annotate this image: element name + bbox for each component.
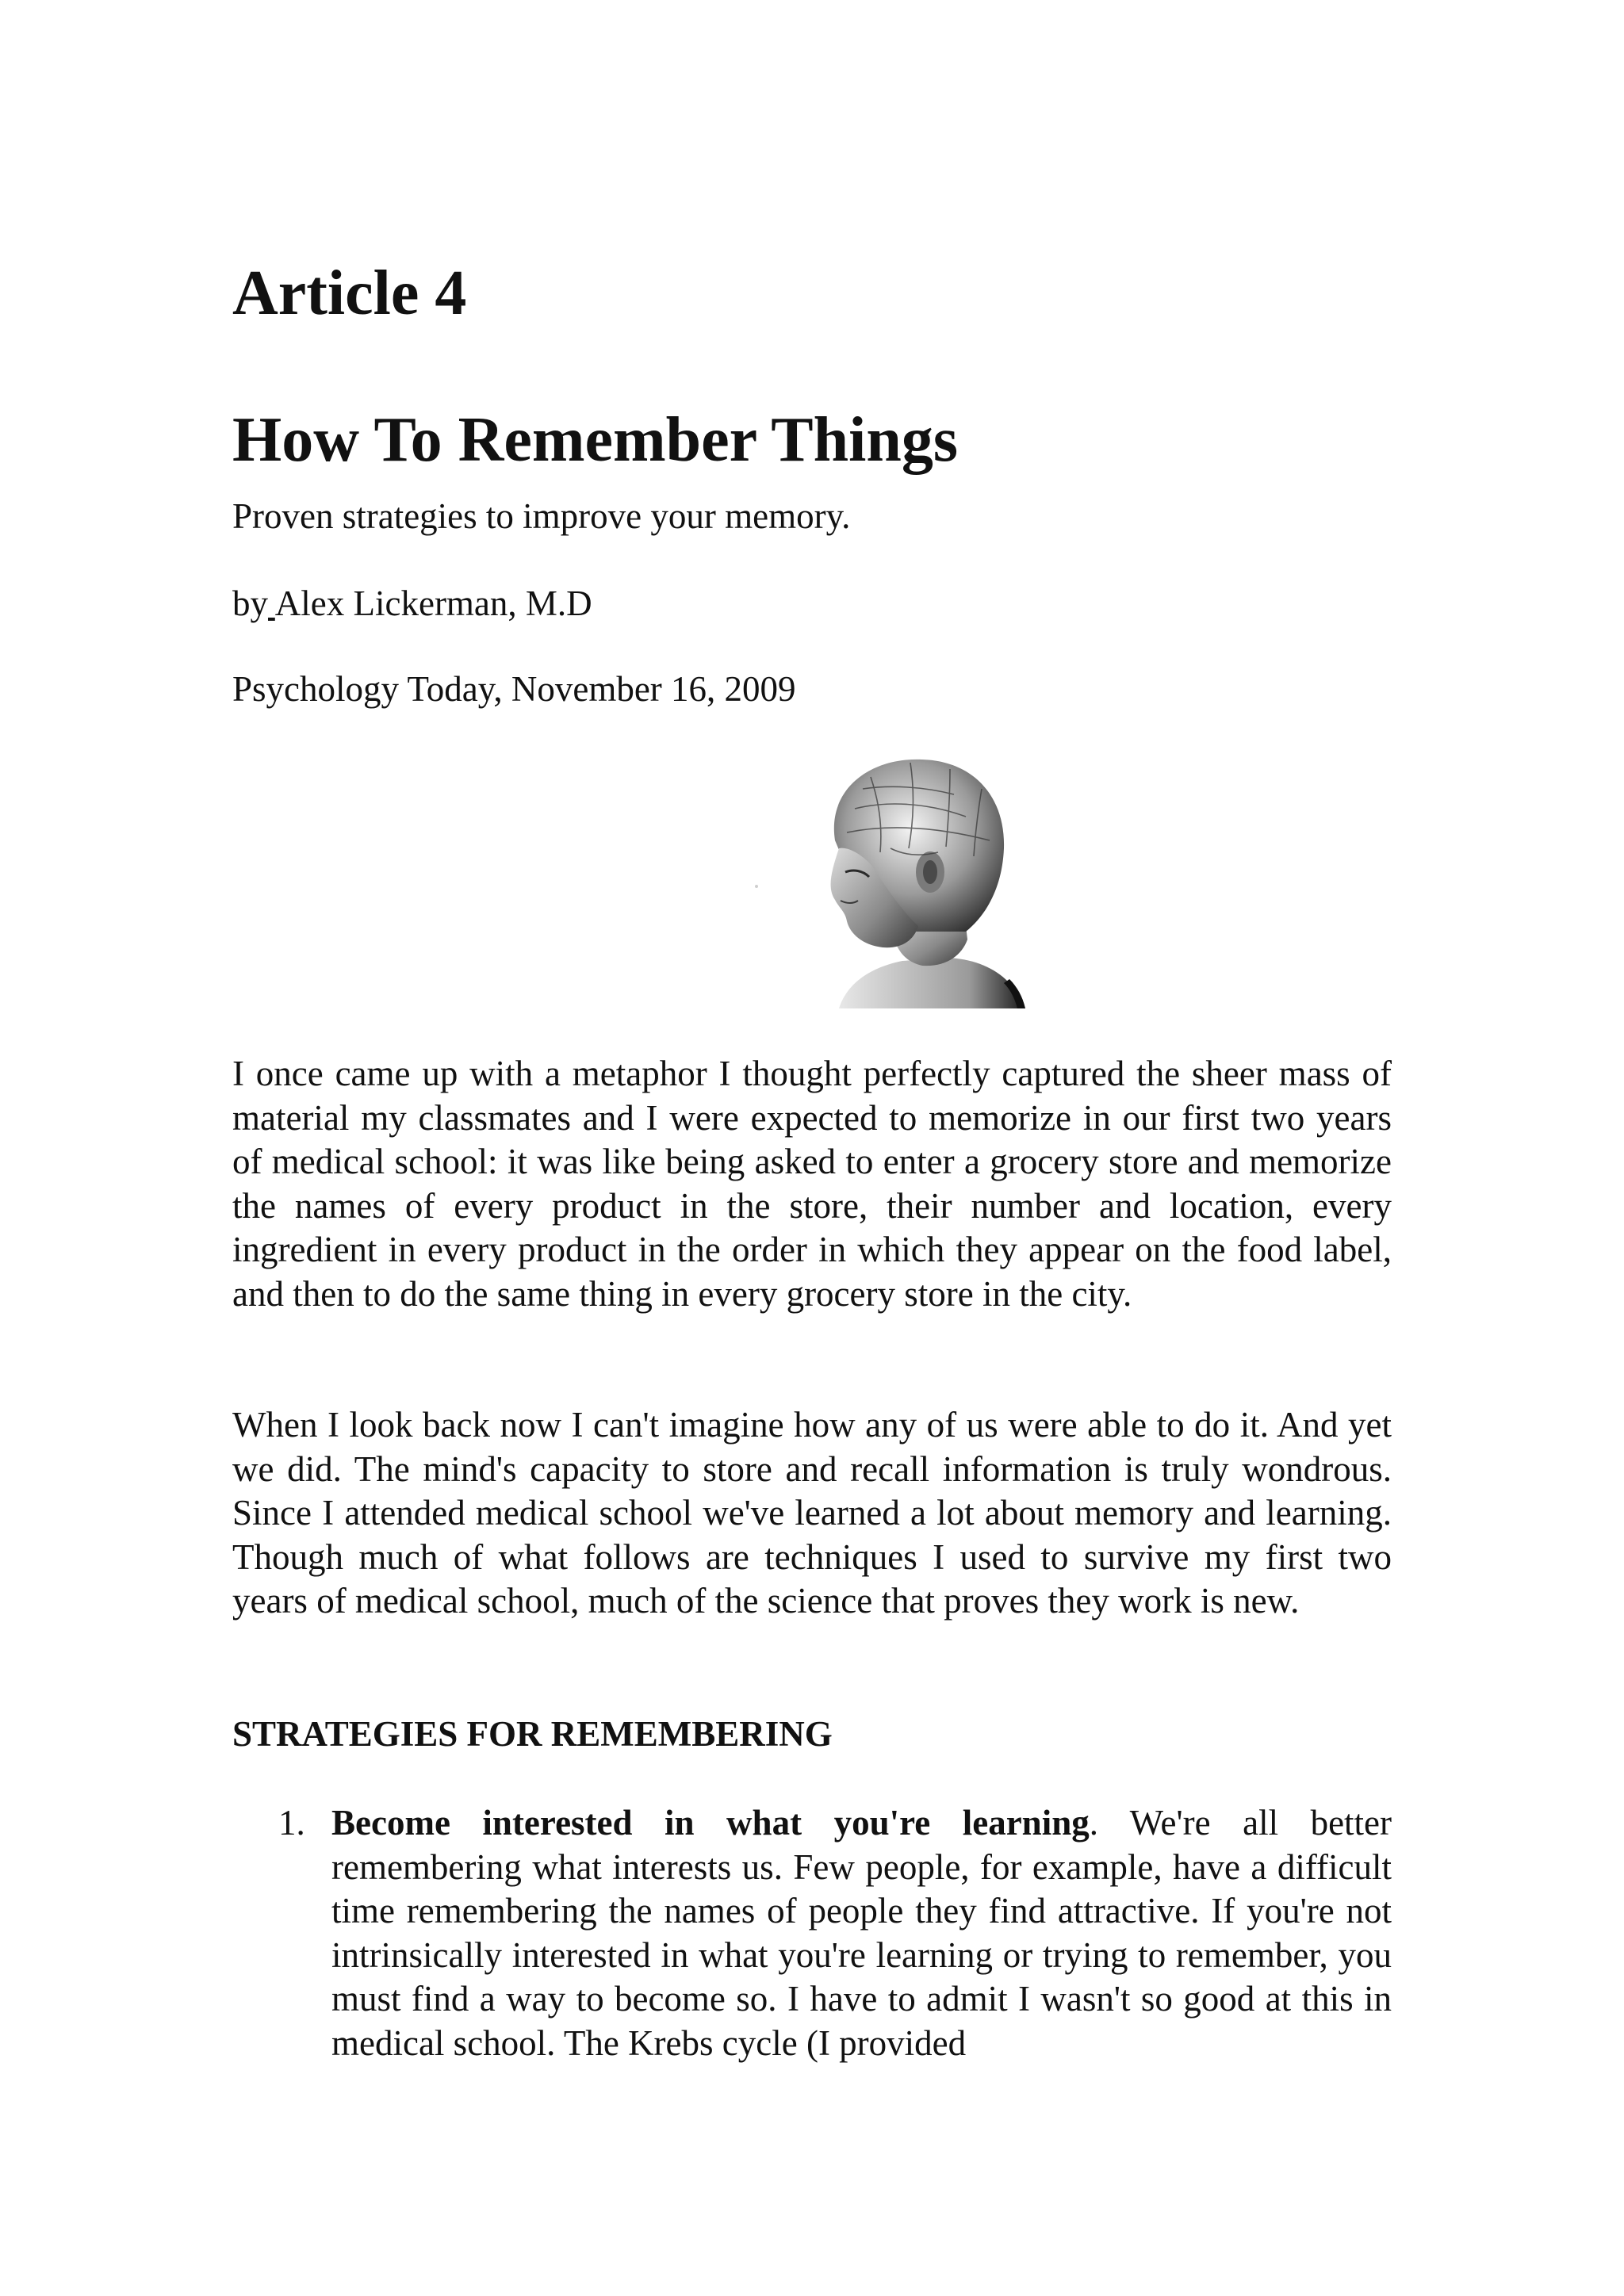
byline-prefix: by — [232, 584, 268, 623]
body-paragraph-2: When I look back now I can't imagine how any of us were able to do it. And yet we did. The mind's capacity to store and recall information is truly wondrous. Since I attended medical school we've learned a lot about memory and learning. Though much of what follows are techniques I used to survive my first two years of medical school, much of the science that proves they work is new. — [232, 1405, 1392, 1621]
list-item — [232, 1801, 1392, 2065]
byline-underscore — [268, 584, 275, 623]
body-paragraph-1: I once came up with a metaphor I thought perfectly captured the sheer mass of material my classmates and I were expected to memorize in our first two years of medical school: it was like being asked to enter a grocery store and memorize the names of every product in the store, their number and location, every ingredient in every product in the order in which they appear on the food label, and then to do the same thing in every grocery store in the city. — [232, 1054, 1392, 1314]
list-item-lead: Become interested in what you're learning — [331, 1803, 1090, 1843]
list-item-number: 1. — [278, 1803, 305, 1843]
article-label: Article 4 — [232, 258, 467, 328]
strategies-list — [232, 1801, 1392, 2065]
publication-info: Psychology Today, November 16, 2009 — [232, 669, 796, 709]
article-title: How To Remember Things — [232, 405, 958, 475]
byline-author: Alex Lickerman, M.D — [274, 584, 592, 623]
phrenology-head-illustration-icon — [752, 753, 1259, 1008]
article-subtitle: Proven strategies to improve your memory. — [232, 496, 851, 536]
list-item-text: . We're all better remembering what interests us. Few people, for example, have a difficult time remembering the names of people they find attractive. If you're not intrinsically interested in what you're learning or trying to remember, you must find a way to become so. I have to admit I wasn't so good at this in medical school. The Krebs cycle (I provided — [331, 1803, 1392, 2063]
byline — [232, 582, 592, 625]
section-heading: STRATEGIES FOR REMEMBERING — [232, 1714, 833, 1754]
